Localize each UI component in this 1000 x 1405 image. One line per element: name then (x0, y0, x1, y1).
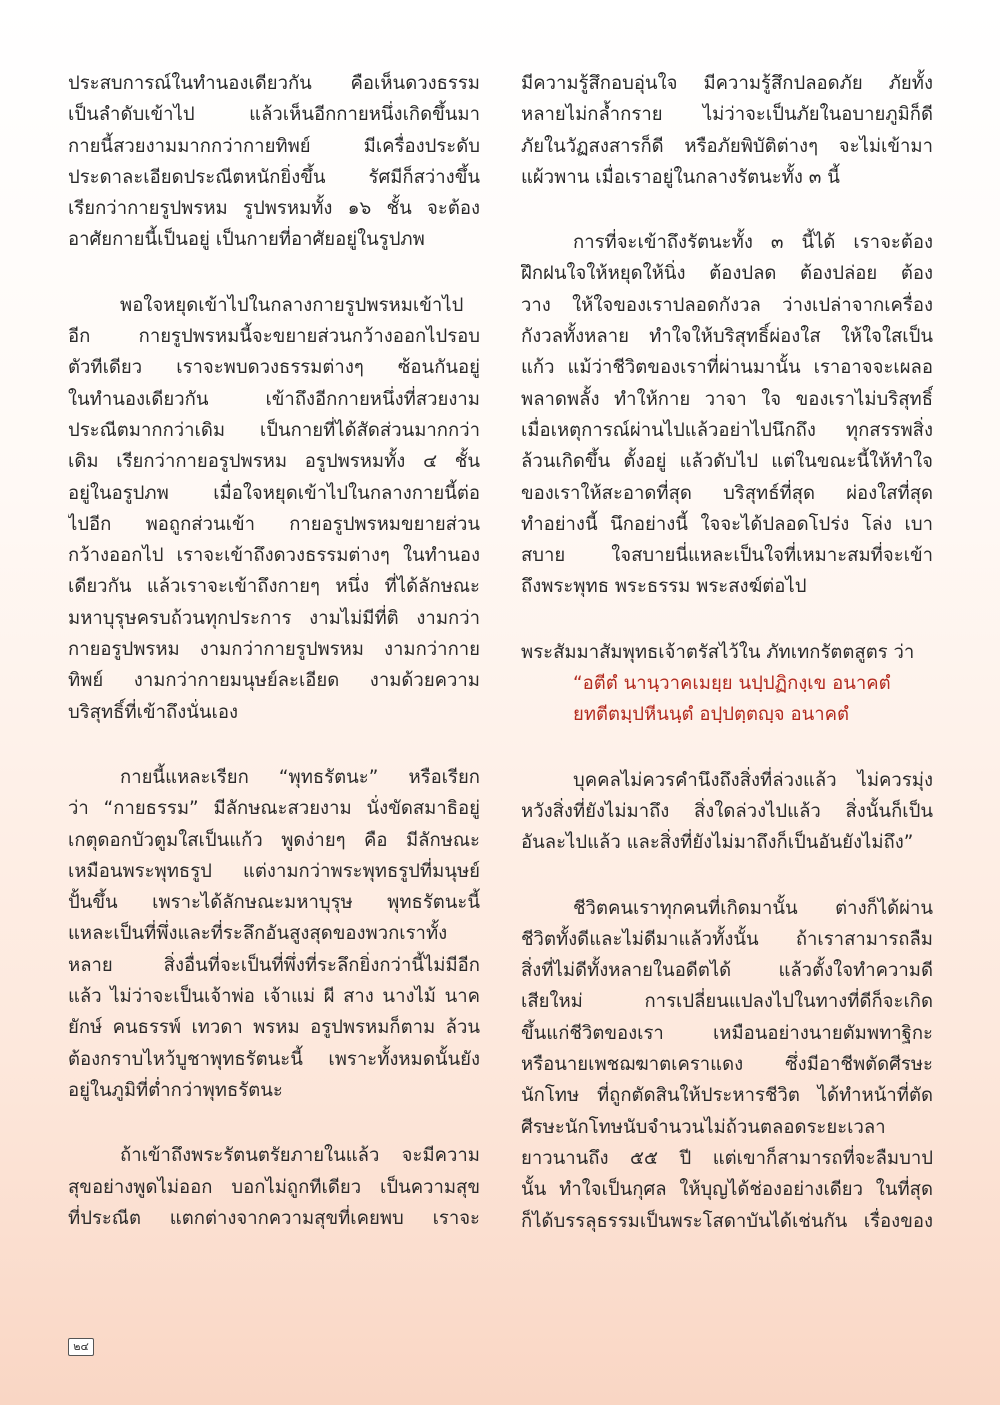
text-line: บริสุทธิ์ที่เข้าถึงนั่นเอง (68, 701, 239, 723)
text-line: อยู่ในอรูปภพ เมื่อใจหยุดเข้าไปในกลางกายนี้ต่อ (68, 482, 480, 504)
text-line: แล้ว ไม่ว่าจะเป็นเจ้าพ่อ เจ้าแม่ ผี สาง นางไม้ นาค (68, 986, 480, 1008)
text-line: กายนี้แหละเรียก “พุทธรัตนะ” หรือเรียก (120, 766, 480, 788)
text-line: ภัยในวัฏสงสารก็ดี หรือภัยพิบัติต่างๆ จะไม่เข้ามา (521, 135, 933, 157)
text-line: ว่า “กายธรรม” มีลักษณะสวยงาม นั่งขัดสมาธิอยู่ (68, 798, 480, 820)
paragraph (68, 68, 480, 256)
paragraph (521, 68, 933, 193)
right-column (521, 68, 933, 1271)
text-line: ไปอีก พอถูกส่วนเข้า กายอรูปพรหมขยายส่วน (68, 513, 480, 535)
text-line: อยู่ในภูมิที่ต่ำกว่าพุทธรัตนะ (68, 1079, 283, 1101)
text-line: วาง ให้ใจของเราปลอดกังวล ว่างเปล่าจากเครื่อง (521, 294, 933, 316)
text-line: แก้ว แม้ว่าชีวิตของเราที่ผ่านมานั้น เราอาจจะเผลอ (521, 357, 933, 379)
text-line: ชีวิตทั้งดีและไม่ดีมาแล้วทั้งนั้น ถ้าเราสามารถลืม (521, 928, 933, 950)
paragraph (68, 290, 480, 728)
text-line: เดิม เรียกว่ากายอรูปพรหม อรูปพรหมทั้ง ๔ ชั้น (68, 451, 480, 473)
text-line: เหมือนพระพุทธรูป แต่งามกว่าพระพุทธรูปที่มนุษย์ (68, 860, 480, 882)
paragraph (68, 1140, 480, 1234)
paragraph (521, 227, 933, 603)
text-line: เกตุดอกบัวตูมใสเป็นแก้ว พูดง่ายๆ คือ มีลักษณะ (68, 829, 480, 851)
text-line: แหละเป็นที่พึ่งและที่ระลึกอันสูงสุดของพวกเราทั้ง (68, 923, 448, 945)
text-line: แผ้วพาน เมื่อเราอยู่ในกลางรัตนะทั้ง ๓ นี้ (521, 166, 840, 188)
text-line: หลาย สิ่งอื่นที่จะเป็นที่พึ่งที่ระลึกยิ่งกว่านี้ไม่มีอีก (68, 954, 480, 976)
text-line: พลาดพลั้ง ทำให้กาย วาจา ใจ ของเราไม่บริสุทธิ์ (521, 388, 933, 410)
text-line: ยักษ์ คนธรรพ์ เทวดา พรหม อรูปพรหมก็ตาม ล้วน (68, 1017, 480, 1039)
text-line: กังวลทั้งหลาย ทำใจให้บริสุทธิ์ผ่องใส ให้ใจใสเป็น (521, 326, 933, 348)
text-line: ประสบการณ์ในทำนองเดียวกัน คือเห็นดวงธรรม (68, 73, 480, 94)
text-line: ฝึกฝนใจให้หยุดให้นิ่ง ต้องปลด ต้องปล่อย ต้อง (521, 263, 933, 285)
text-line: ของเราให้สะอาดที่สุด บริสุทธ์ที่สุด ผ่องใสที่สุด (521, 482, 933, 504)
text-line: มหาบุรุษครบถ้วนทุกประการ งามไม่มีที่ติ งามกว่า (68, 607, 480, 629)
text-line: ที่ประณีต แตกต่างจากความสุขที่เคยพบ เราจะ (68, 1207, 480, 1229)
text-line: นักโทษ ที่ถูกตัดสินให้ประหารชีวิต ได้ทำหน้าที่ตัด (521, 1085, 933, 1107)
text-line: ชีวิตคนเราทุกคนที่เกิดมานั้น ต่างก็ได้ผ่าน (573, 897, 933, 919)
text-line: เมื่อเหตุการณ์ผ่านไปแล้วอย่าไปนึกถึง ทุกสรรพสิ่ง (521, 419, 933, 441)
text-line: ศีรษะนักโทษนับจำนวนไม่ถ้วนตลอดระยะเวลา (521, 1116, 886, 1138)
text-line: หรือนายเพชฌฆาตเคราแดง ซึ่งมีอาชีพตัดศีรษะ (521, 1054, 933, 1076)
text-line: อีก กายรูปพรหมนี้จะขยายส่วนกว้างออกไปรอบ (68, 326, 480, 348)
pali-verse (521, 668, 933, 731)
page-number: ๒๔ (68, 1338, 94, 1356)
text-line: ยาวนานถึง ๕๕ ปี แต่เขาก็สามารถที่จะลืมบาป (521, 1147, 933, 1169)
text-line: อาศัยกายนี้เป็นอยู่ เป็นกายที่อาศัยอยู่ในรูปภพ (68, 229, 425, 251)
text-line: พระสัมมาสัมพุทธเจ้าตรัสไว้ใน ภัทเทกรัตตสูตร ว่า (521, 641, 915, 663)
text-line: ทำอย่างนี้ นึกอย่างนี้ ใจจะได้ปลอดโปร่ง โล่ง เบา (521, 513, 933, 535)
paragraph (521, 765, 933, 859)
text-line: ต้องกราบไหว้บูชาพุทธรัตนะนี้ เพราะทั้งหมดนั้นยัง (68, 1048, 480, 1070)
text-line: ประณีตมากกว่าเดิม เป็นกายที่ได้สัดส่วนมากกว่า (68, 419, 480, 441)
text-line: กว้างออกไป เราจะเข้าถึงดวงธรรมต่างๆ ในทำนอง (68, 545, 480, 567)
paragraph (521, 637, 933, 668)
text-line: ในทำนองเดียวกัน เข้าถึงอีกกายหนึ่งที่สวยงาม (68, 388, 480, 410)
text-line: ทิพย์ งามกว่ากายมนุษย์ละเอียด งามด้วยความ (68, 670, 480, 692)
text-line: กายนี้สวยงามมากกว่ากายทิพย์ มีเครื่องประดับ (68, 135, 480, 157)
text-line: เดียวกัน แล้วเราจะเข้าถึงกายๆ หนึ่ง ที่ได้ลักษณะ (68, 576, 480, 598)
text-line: สิ่งที่ไม่ดีทั้งหลายในอดีตได้ แล้วตั้งใจทำความดี (521, 960, 933, 982)
text-line: กายอรูปพรหม งามกว่ากายรูปพรหม งามกว่ากาย (68, 639, 480, 661)
text-line: ขึ้นแก่ชีวิตของเรา เหมือนอย่างนายตัมพทาฐิกะ (521, 1022, 933, 1044)
text-line: การที่จะเข้าถึงรัตนะทั้ง ๓ นี้ได้ เราจะต้อง (573, 232, 933, 254)
text-line: สุขอย่างพูดไม่ออก บอกไม่ถูกทีเดียว เป็นความสุข (68, 1176, 480, 1198)
text-line: หวังสิ่งที่ยังไม่มาถึง สิ่งใดล่วงไปแล้ว สิ่งนั้นก็เป็น (521, 800, 933, 822)
text-line: เป็นลำดับเข้าไป แล้วเห็นอีกกายหนึ่งเกิดขึ้นมา (68, 104, 480, 126)
text-line: ล้วนเกิดขึ้น ตั้งอยู่ แล้วดับไป แต่ในขณะนี้ให้ทำใจ (521, 451, 933, 473)
text-line: มีความรู้สึกอบอุ่นใจ มีความรู้สึกปลอดภัย ภัยทั้ง (521, 73, 933, 94)
text-line: บุคคลไม่ควรคำนึงถึงสิ่งที่ล่วงแล้ว ไม่ควรมุ่ง (573, 769, 933, 791)
text-line: ตัวทีเดียว เราจะพบดวงธรรมต่างๆ ซ้อนกันอยู่ (68, 357, 480, 379)
text-line: ปั้นขึ้น เพราะได้ลักษณะมหาบุรุษ พุทธรัตนะนี้ (68, 892, 480, 914)
left-column (68, 68, 480, 1268)
text-line: เสียใหม่ การเปลี่ยนแปลงไปในทางที่ดีก็จะเกิด (521, 991, 933, 1013)
verse-line: ยทตีตมฺปหีนนฺตํ อปฺปตฺตญฺจ อนาคตํ (573, 704, 850, 726)
text-line: ถ้าเข้าถึงพระรัตนตรัยภายในแล้ว จะมีความ (120, 1145, 480, 1167)
text-line: อันละไปแล้ว และสิ่งที่ยังไม่มาถึงก็เป็นอันยังไม่ถึง” (521, 832, 914, 854)
paragraph (521, 893, 933, 1237)
text-line: ก็ได้บรรลุธรรมเป็นพระโสดาบันได้เช่นกัน เรื่องของ (521, 1210, 933, 1232)
text-line: พอใจหยุดเข้าไปในกลางกายรูปพรหมเข้าไป (120, 294, 464, 316)
verse-line: “อตีตํ นานฺวาคเมยฺย นปฺปฏิกงฺเข อนาคตํ (573, 673, 891, 695)
text-line: นั้น ทำใจเป็นกุศล ให้บุญได้ช่องอย่างเดียว ในที่สุด (521, 1179, 933, 1201)
text-line: สบาย ใจสบายนี่แหละเป็นใจที่เหมาะสมที่จะเข้า (521, 545, 933, 567)
text-line: ถึงพระพุทธ พระธรรม พระสงฆ์ต่อไป (521, 576, 807, 598)
text-line: ประดาละเอียดประณีตหนักยิ่งขึ้น รัศมีก็สว่างขึ้น (68, 166, 480, 188)
text-line: หลายไม่กล้ำกราย ไม่ว่าจะเป็นภัยในอบายภูมิก็ดี (521, 104, 933, 126)
paragraph (68, 762, 480, 1106)
text-line: เรียกว่ากายรูปพรหม รูปพรหมทั้ง ๑๖ ชั้น จะต้อง (68, 198, 480, 220)
